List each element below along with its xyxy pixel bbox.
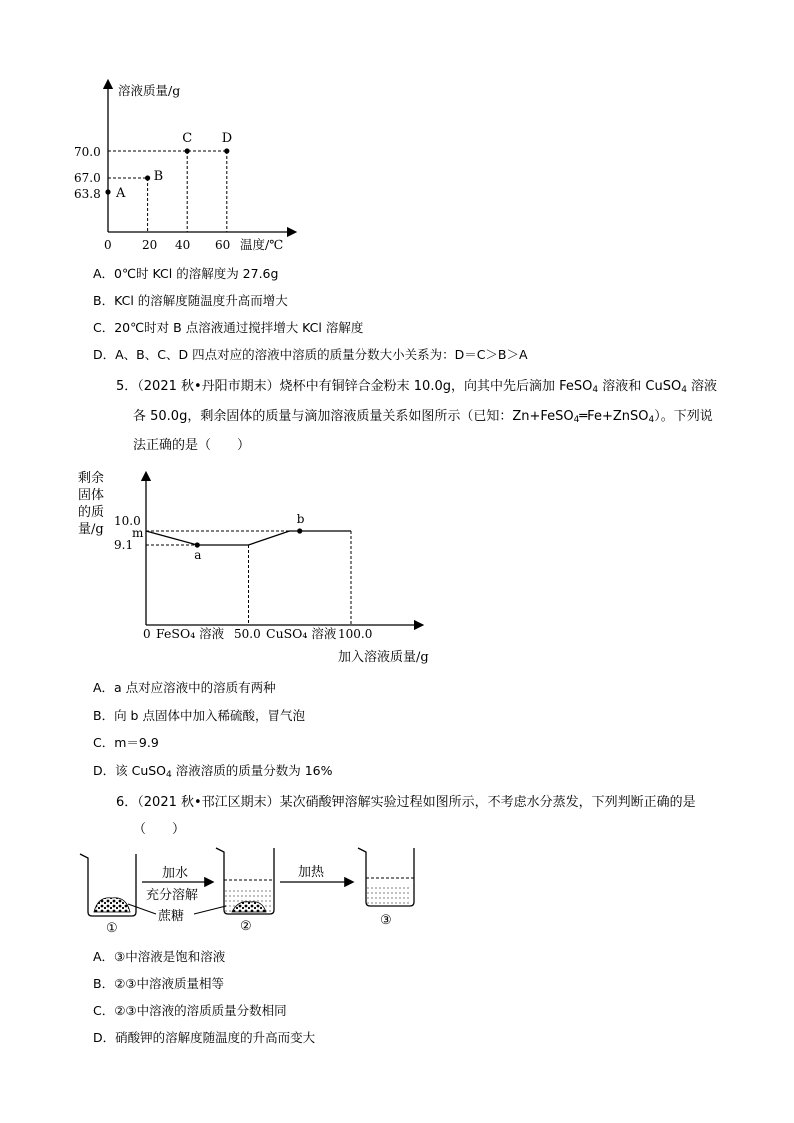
beaker-3-label: ③ [380, 913, 392, 928]
q5-text-2c: ）。下列说 [654, 409, 713, 424]
sugar-pointer-1 [128, 904, 156, 914]
point-D [224, 148, 229, 153]
q6-option-d[interactable]: D．硝酸钾的溶解度随温度的升高而变大 [93, 1030, 316, 1045]
x-tick-20: 20 [142, 238, 158, 252]
y-label-line4: 量/g [78, 522, 104, 537]
beaker-2-label: ② [240, 919, 252, 934]
point-label-C: C [182, 131, 193, 146]
q5-stem-line3: 法正确的是（ ） [133, 438, 251, 453]
x-axis-label: 加入溶液质量/g [338, 650, 429, 665]
beaker-3 [358, 848, 414, 906]
beaker-1 [80, 854, 136, 916]
q5-sub-1: 4 [592, 385, 599, 395]
q6-stem-line2: （ ） [133, 822, 186, 837]
x-tick-100: 100.0 [338, 627, 373, 641]
dissolving-diagram [76, 844, 436, 934]
q5-option-d-sub: 4 [166, 770, 172, 780]
q5-text-1a: 5．（2021 秋•丹阳市期末）烧杯中有铜锌合金粉末 10.0g，向其中先后滴加 FeSO [116, 379, 593, 394]
x-axis-label: 温度/℃ [240, 237, 284, 252]
point-a [195, 542, 200, 547]
y-axis-label: 溶液质量/g [118, 83, 181, 98]
y-tick-9-1: 9.1 [114, 538, 134, 552]
q5-option-a[interactable]: A．a 点对应溶液中的溶质有两种 [93, 680, 276, 695]
x-tick-50: 50.0 [234, 627, 261, 641]
q6-option-c[interactable]: C．②③中溶液的溶质质量分数相同 [93, 1003, 287, 1018]
point-b [297, 528, 302, 533]
point-B [145, 175, 150, 180]
arrow-2-top-label: 加热 [298, 865, 325, 880]
solubility-chart [70, 78, 310, 258]
q5-sub-3: 4 [573, 415, 580, 425]
y-label-line2: 固体 [78, 488, 105, 503]
x-label-feso4: FeSO₄ 溶液 [156, 626, 225, 641]
x-label-cuso4: CuSO₄ 溶液 [266, 626, 337, 641]
q6-option-b[interactable]: B．②③中溶液质量相等 [93, 976, 224, 991]
sugar-label: 蔗糖 [158, 909, 185, 924]
q5-option-b[interactable]: B．向 b 点固体中加入稀硫酸，冒气泡 [93, 708, 305, 723]
sugar-pointer-2 [194, 906, 226, 914]
q4-option-a[interactable]: A．0℃时 KCl 的溶解度为 27.6g [93, 266, 279, 281]
q4-option-d[interactable]: D．A、B、C、D 四点对应的溶液中溶质的质量分数大小关系为：D＝C＞B＞A [93, 347, 528, 362]
q5-sub-4: 4 [648, 415, 655, 425]
q4-option-c[interactable]: C．20℃时对 B 点溶液通过搅拌增大 KCl 溶解度 [93, 320, 364, 335]
q5-text-2a: 各 50.0g，剩余固体的质量与滴加溶液质量关系如图所示（已知：Zn+FeSO [133, 409, 574, 424]
point-label-b: b [296, 512, 305, 526]
point-C [185, 148, 190, 153]
arrow-1-top-label: 加水 [162, 866, 189, 881]
y-tick-67: 67.0 [74, 171, 101, 185]
y-label-line1: 剩余 [78, 471, 105, 486]
y-tick-70: 70.0 [74, 145, 101, 159]
y-tick-63-8: 63.8 [74, 187, 101, 201]
point-label-A: A [116, 186, 126, 201]
residual-solid-chart [76, 462, 456, 670]
x-tick-0: 0 [143, 627, 151, 641]
q5-stem-line2 [133, 405, 713, 425]
point-A [105, 189, 110, 194]
q5-text-1b: 溶液和 CuSO [598, 379, 682, 394]
q5-stem-line1 [116, 375, 717, 395]
q5-option-d-text-b: 溶液溶质的质量分数为 16% [171, 763, 333, 778]
q5-text-1c: 溶液 [686, 379, 718, 394]
q5-option-d-text-a: D．该 CuSO [93, 763, 167, 778]
beaker-2 [216, 848, 274, 914]
q6-option-a[interactable]: A．③中溶液是饱和溶液 [93, 949, 226, 964]
q5-sub-2: 4 [681, 385, 687, 395]
x-tick-0: 0 [104, 238, 112, 252]
y-tick-10: 10.0 [114, 514, 141, 528]
beaker-1-label: ① [106, 921, 118, 934]
point-label-D: D [221, 131, 233, 146]
q6-stem-line1: 6．（2021 秋•邗江区期末）某次硝酸钾溶解实验过程如图所示，不考虑水分蒸发，下列判断正确的是 [116, 795, 696, 810]
q5-option-d[interactable] [93, 761, 333, 780]
q5-option-c[interactable]: C．m＝9.9 [93, 735, 159, 750]
x-tick-40: 40 [175, 238, 191, 252]
point-label-B: B [153, 169, 164, 184]
point-label-a: a [194, 548, 202, 562]
guide-lines [108, 151, 227, 232]
y-tick-m: m [132, 526, 144, 540]
y-label-line3: 的质 [78, 505, 105, 520]
mass-curve [146, 531, 351, 545]
x-tick-60: 60 [215, 238, 231, 252]
q5-text-2b: ═Fe+ZnSO [579, 409, 649, 424]
q4-option-b[interactable]: B．KCl 的溶解度随温度升高而增大 [93, 293, 288, 308]
arrow-1-bottom-label: 充分溶解 [146, 888, 199, 903]
